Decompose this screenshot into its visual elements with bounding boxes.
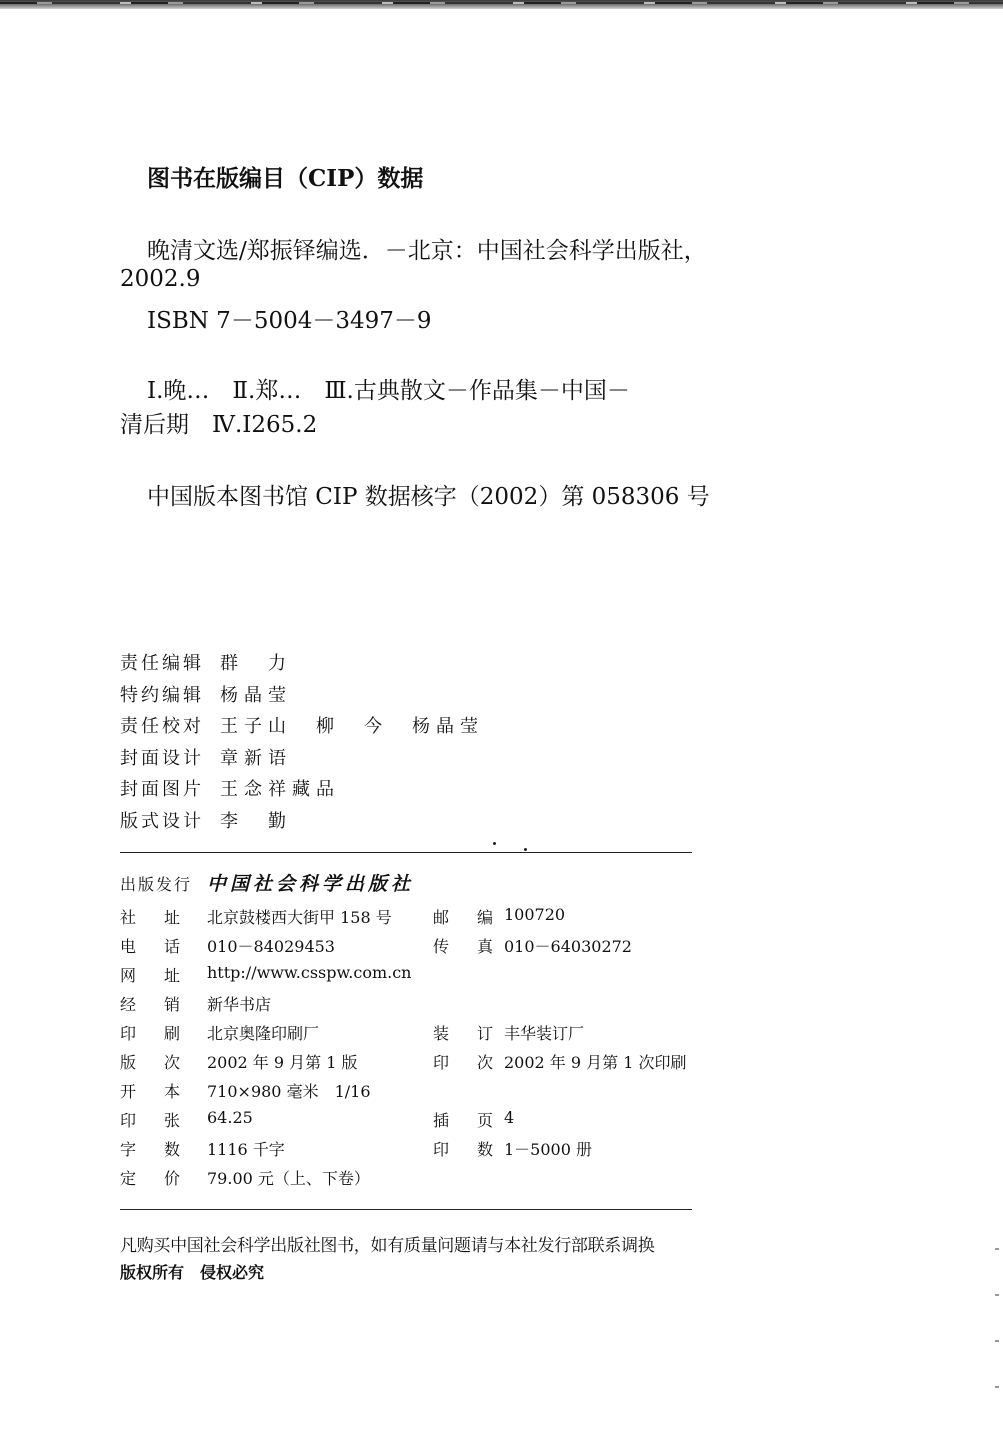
credit-value: 王子山 柳 今 杨晶莹 bbox=[220, 716, 484, 737]
info-label bbox=[120, 992, 180, 1015]
info-label-char: 真 bbox=[476, 937, 493, 956]
price-value: 79.00 元（上、下卷） bbox=[207, 1169, 370, 1188]
binder-value: 丰华装订厂 bbox=[504, 1024, 585, 1043]
info-label-char: 社 bbox=[120, 908, 137, 927]
info-label-char: 印 bbox=[433, 1140, 450, 1159]
info-label-char: 电 bbox=[120, 937, 137, 956]
printer-value: 北京奥隆印刷厂 bbox=[207, 1024, 320, 1043]
info-label bbox=[433, 934, 493, 957]
info-label-char: 址 bbox=[163, 908, 180, 927]
info-label-char: 刷 bbox=[163, 1024, 180, 1043]
info-label-char: 数 bbox=[163, 1140, 180, 1159]
website-value: http://www.csspw.com.cn bbox=[207, 963, 412, 982]
info-label bbox=[433, 1021, 493, 1044]
scan-dot bbox=[524, 848, 527, 851]
credits-block bbox=[120, 648, 484, 837]
info-label-char: 话 bbox=[163, 937, 180, 956]
format-value: 710×980 毫米 1/16 bbox=[207, 1082, 371, 1101]
info-label-char: 数 bbox=[476, 1140, 493, 1159]
cip-line-2: 2002.9 bbox=[120, 266, 201, 292]
info-label-char: 次 bbox=[476, 1053, 493, 1072]
printing-value: 2002 年 9 月第 1 次印刷 bbox=[504, 1053, 687, 1072]
credit-row bbox=[120, 648, 484, 680]
sheets-value: 64.25 bbox=[207, 1108, 253, 1127]
cip-line-1: 晚清文选/郑振铎编选．－北京：中国社会科学出版社， bbox=[147, 238, 707, 264]
divider-bottom bbox=[120, 1209, 692, 1210]
info-label bbox=[120, 963, 180, 986]
quality-notice: 凡购买中国社会科学出版社图书，如有质量问题请与本社发行部联系调换 bbox=[120, 1236, 655, 1256]
cip-title: 图书在版编目（CIP）数据 bbox=[147, 165, 424, 192]
credit-label: 特约编辑 bbox=[120, 684, 204, 706]
info-label-char: 印 bbox=[120, 1024, 137, 1043]
info-label bbox=[433, 905, 493, 928]
info-label-char: 开 bbox=[120, 1082, 137, 1101]
word-count-value: 1116 千字 bbox=[207, 1140, 285, 1159]
info-label bbox=[120, 1108, 180, 1131]
credit-value: 杨晶莹 bbox=[220, 684, 292, 706]
info-label-char: 邮 bbox=[433, 908, 450, 927]
info-label-char: 页 bbox=[476, 1111, 493, 1130]
scan-dot bbox=[493, 842, 496, 845]
cip-record-number: 中国版本图书馆 CIP 数据核字（2002）第 058306 号 bbox=[147, 484, 710, 510]
publisher-name: 中国社会科学出版社 bbox=[207, 873, 415, 895]
info-label-char: 址 bbox=[163, 966, 180, 985]
credit-row bbox=[120, 711, 484, 743]
credit-value: 群 力 bbox=[220, 653, 292, 674]
info-label bbox=[120, 1079, 180, 1102]
credit-row bbox=[120, 774, 484, 806]
cip-isbn: ISBN 7－5004－3497－9 bbox=[147, 308, 432, 334]
info-label bbox=[120, 1137, 180, 1160]
info-label-char: 价 bbox=[163, 1169, 180, 1188]
scan-edge-top bbox=[0, 0, 1003, 9]
phone-value: 010－84029453 bbox=[207, 937, 335, 956]
info-label-char: 网 bbox=[120, 966, 137, 985]
info-label bbox=[120, 1050, 180, 1073]
credit-label: 版式设计 bbox=[120, 810, 204, 832]
copyright-notice: 版权所有 侵权必究 bbox=[120, 1263, 265, 1282]
info-label-char: 订 bbox=[476, 1024, 493, 1043]
info-label-char: 传 bbox=[433, 937, 450, 956]
credit-label: 责任校对 bbox=[120, 716, 204, 737]
distributor-value: 新华书店 bbox=[207, 995, 272, 1014]
address-value: 北京鼓楼西大街甲 158 号 bbox=[207, 908, 392, 927]
info-label-char: 字 bbox=[120, 1140, 137, 1159]
info-label-char: 印 bbox=[120, 1111, 137, 1130]
cip-subject-line-1: Ⅰ.晚… Ⅱ.郑… Ⅲ.古典散文－作品集－中国－ bbox=[147, 378, 630, 404]
info-label bbox=[120, 934, 180, 957]
info-label-char: 本 bbox=[163, 1082, 180, 1101]
credit-label: 封面图片 bbox=[120, 779, 204, 800]
credit-row bbox=[120, 743, 484, 775]
info-label-char: 版 bbox=[120, 1053, 137, 1072]
info-label-char: 张 bbox=[163, 1111, 180, 1130]
publisher-label: 出版发行 bbox=[120, 875, 193, 894]
credit-label: 责任编辑 bbox=[120, 653, 204, 674]
info-label-char: 销 bbox=[163, 995, 180, 1014]
info-label-char: 印 bbox=[433, 1053, 450, 1072]
info-label-char: 次 bbox=[163, 1053, 180, 1072]
credit-value: 章新语 bbox=[220, 747, 292, 769]
info-label-char: 经 bbox=[120, 995, 137, 1014]
info-label bbox=[433, 1137, 493, 1160]
credit-row bbox=[120, 806, 484, 838]
credit-row bbox=[120, 680, 484, 712]
info-label-char: 插 bbox=[433, 1111, 450, 1130]
credit-label: 封面设计 bbox=[120, 747, 204, 769]
info-label bbox=[120, 1021, 180, 1044]
info-label bbox=[120, 1166, 180, 1189]
info-label bbox=[433, 1108, 493, 1131]
credit-value: 李 勤 bbox=[220, 810, 292, 832]
info-label bbox=[433, 1050, 493, 1073]
fax-value: 010－64030272 bbox=[504, 937, 632, 956]
info-label-char: 装 bbox=[433, 1024, 450, 1043]
plates-value: 4 bbox=[504, 1108, 515, 1127]
edition-value: 2002 年 9 月第 1 版 bbox=[207, 1053, 358, 1072]
postcode-value: 100720 bbox=[504, 905, 566, 924]
info-label-char: 编 bbox=[476, 908, 493, 927]
cip-subject-line-2: 清后期 Ⅳ.Ⅰ265.2 bbox=[120, 412, 318, 438]
info-label bbox=[120, 905, 180, 928]
credit-value: 王念祥藏品 bbox=[220, 779, 340, 800]
divider-top bbox=[120, 852, 692, 853]
info-label-char: 定 bbox=[120, 1169, 137, 1188]
scan-specks-right bbox=[995, 1230, 999, 1430]
print-run-value: 1－5000 册 bbox=[504, 1140, 592, 1159]
